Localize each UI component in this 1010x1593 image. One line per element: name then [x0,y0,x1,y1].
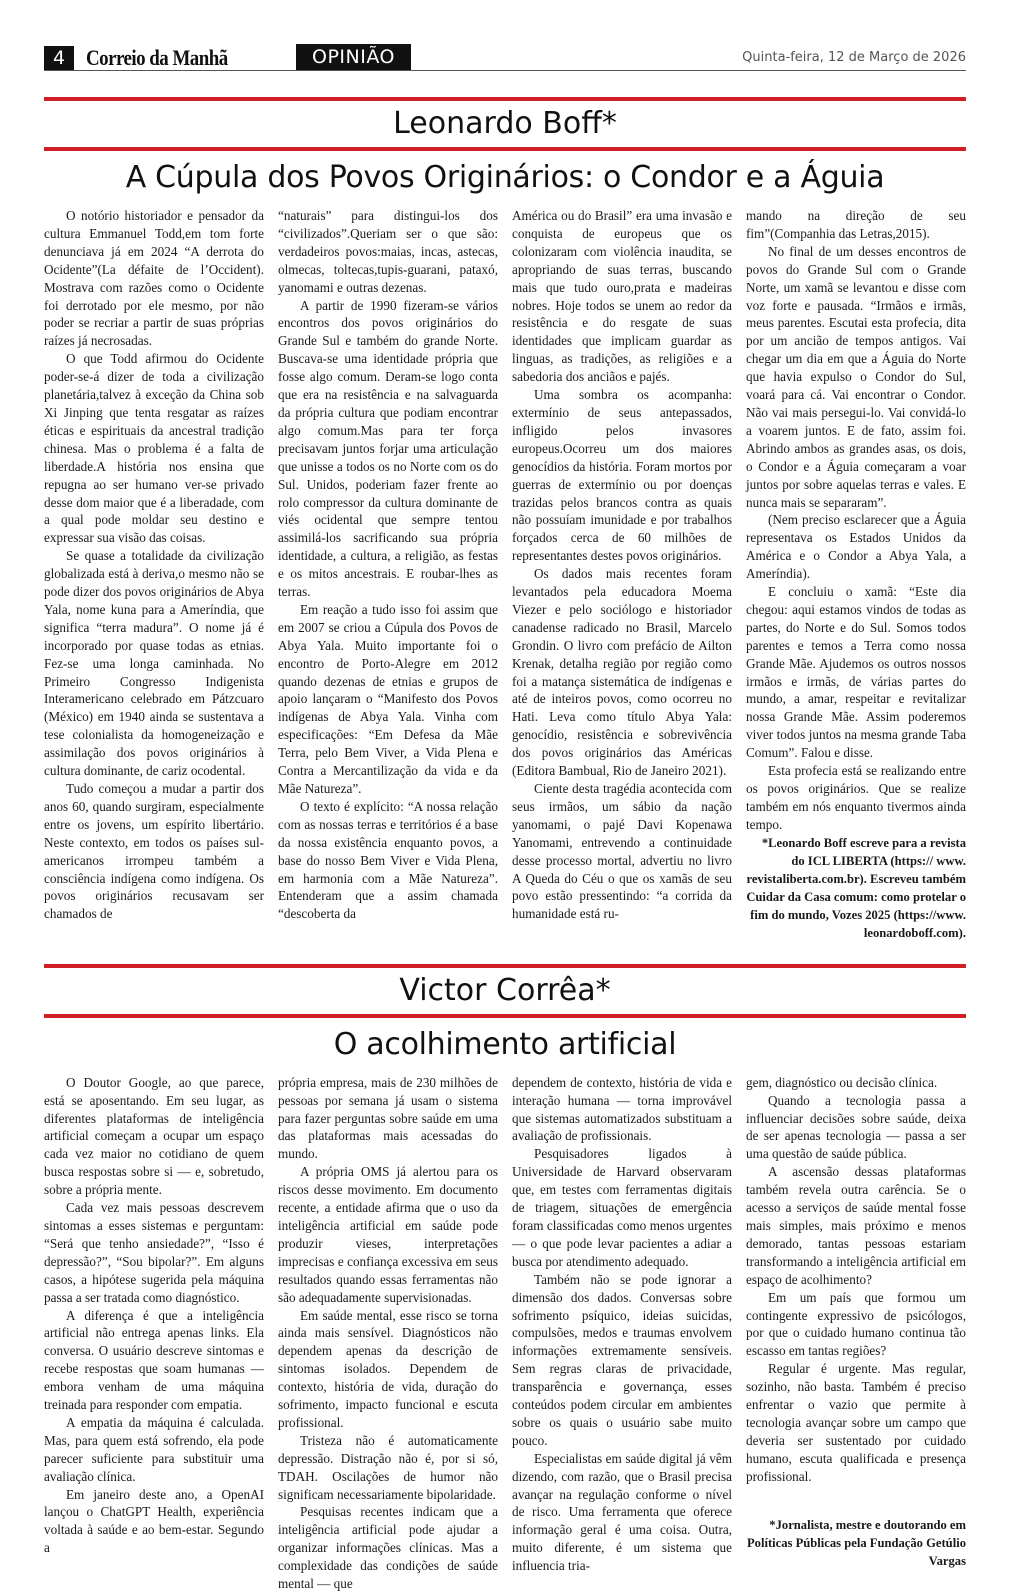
section-tag: OPINIÃO [296,44,411,70]
paragraph: E concluiu o xamã: “Este dia chegou: aqui estamos vindos de todas as partes, do Norte e do Sul. Somos todos parentes e temos a Terra como nossa Grande Mãe. Ajudemos os outros nossos irmãos e irmãs, de várias partes do mundo, a amar, respeitar e revitalizar nossa Grande Mãe. Assim poderemos viver todos juntos na mesma grande Taba Comum”. Falou e disse. [746,584,966,761]
paragraph: Uma sombra os acompanha: extermínio de seus antepassados, infligido pelos invasores europeus.Ocorreu um dos maiores genocídios da história. Foram mortos por guerras de extermínio ou por doenças trazidas pelos brancos contra as quais não possuíam imunidade e por trabalhos forçados cerca de 60 milhões de representantes destes povos originários. [512,387,732,564]
article-body [44,207,966,942]
paragraph: dependem de contexto, história de vida e interação humana — torna improvável que sistemas automatizados substituam a avaliação de profissionais. [512,1074,732,1144]
paragraph: Se quase a totalidade da civilização globalizada está à deriva,o mesmo não se pode dizer dos povos originários de Abya Yala, nome kuna para a Ameríndia, que significa “terra madura”. O nome já é incorporado por quase todas as etnias. Fez-se uma longa caminhada. No Primeiro Congresso Indigenista Interamericano celebrado em Pátzcuaro (México) em 1940 ainda se sustentava a tese colonialista da homogeneização e assimilação dos povos originários à cultura dominante, de cariz ocodental. [44,548,264,779]
text-column [278,1074,498,1593]
newspaper-page [44,44,966,1593]
text-column [512,1074,732,1593]
paragraph: Tristeza não é automaticamente depressão. Distração não é, por si só, TDAH. Oscilações de humor não significam necessariamente bipolaridade. [278,1432,498,1502]
text-column [746,207,966,942]
paragraph: Em reação a tudo isso foi assim que em 2007 se criou a Cúpula dos Povos de Abya Yala. Muito importante foi o encontro de Porto-Alegre em 2012 quando dezenas de etnias e grupos de apoio lançaram o “Manifesto dos Povos indígenas de Abya Yala. Vinha com especificações: “Em Defesa da Mãe Terra, pelo Bem Viver, a Vida Plena e Contra a Mercantilização da vida e da Mãe Natureza”. [278,601,498,796]
masthead [44,44,966,71]
paragraph: Regular é urgente. Mas regular, sozinho, não basta. Também é preciso enfrentar o vazio que permite à tecnologia avançar sobre um campo que deveria ser sustentado por cuidado humano, escuta qualificada e presença profissional. [746,1361,966,1484]
paragraph: (Nem preciso esclarecer que a Águia representava os Estados Unidos da América e o Condor a Abya Yala, a Ameríndia). [746,512,966,582]
paragraph: gem, diagnóstico ou decisão clínica. [746,1074,938,1090]
headline: A Cúpula dos Povos Originários: o Condor e a Águia [125,160,885,195]
text-column [278,207,498,942]
paragraph: A diferença é que a inteligência artificial não entrega apenas links. Ela conversa. O usuário descreve sintomas e recebe respostas que soam humanas — embora venham de uma máquina treinada para responder com empatia. [44,1307,264,1413]
text-column [746,1074,966,1593]
paragraph: A própria OMS já alertou para os riscos desse movimento. Em documento recente, a entidade afirma que o uso da inteligência artificial em saúde pode produzir vieses, interpretações imprecisas e confiança excessiva em seus resultados quando essas ferramentas não são adequadamente supervisionadas. [278,1164,498,1305]
paragraph: No final de um desses encontros de povos do Grande Sul com o Grande Norte, um xamã se levantou e disse com voz forte e pausada. “Irmãos e irmãs, meus parentes. Escutai esta profecia, dita por um ancião de tempos antigos. Vai chegar um dia em que a Águia do Norte que havia expulso o Condor do Sul, voará para cá. Vai encontrar o Condor. Não vai mais persegui-lo. Vai convidá-lo a voarem juntos. E de fato, assim foi. Abrindo ambos as grandes asas, os dois, o Condor e a Águia começaram a voar juntos por sobre aquelas terras e vales. E nunca mais se separaram”. [746,243,966,510]
paragraph: Pesquisadores ligados à Universidade de Harvard observaram que, em testes com ferramentas digitais de triagem, situações de emergência foram classificadas como menos urgentes — o que pode levar pacientes a adiar a busca por atendimento adequado. [512,1146,732,1269]
headline: O acolhimento artificial [333,1026,677,1062]
paragraph: Em janeiro deste ano, a OpenAI lançou o ChatGPT Health, experiência voltada à saúde e ao bem-estar. Segundo a [44,1486,264,1556]
author-note: *Leonardo Boff escreve para a revista do ICL LIBERTA (https:// www. revistaliberta.com.br). Escreveu também Cuidar da Casa comum: como protelar o fim do mundo, Vozes 2025 (https://www. leonardoboff.com). [746,835,966,940]
paragraph: A empatia da máquina é calculada. Mas, para quem está sofrendo, ela pode parecer suficiente para substituir uma avaliação clínica. [44,1414,264,1484]
paragraph: “naturais” para distingui-los dos “civilizados”.Queriam ser o que são: verdadeiros povos:maias, incas, astecas, olmecas, toltecas,tupis-guarani, pataxó, yanomami e outras dezenas. [278,208,498,295]
paragraph: Esta profecia está se realizando entre os povos originários. Que se realize também em nós enquanto tivermos ainda tempo. [746,763,966,832]
author-note: *Jornalista, mestre e doutorando em Políticas Públicas pela Fundação Getúlio Vargas [746,1517,966,1568]
page-number: 4 [44,46,74,70]
paragraph: Especialistas em saúde digital já vêm dizendo, com razão, que o Brasil precisa avançar na regulação conforme o nível de risco. Uma ferramenta que oferece informação geral é uma coisa. Outra, muito diferente, é um sistema que influencia tria- [512,1450,732,1574]
paper-name: Correio da Manhã [86,45,228,70]
text-column [44,1074,264,1593]
author-name: Victor Corrêa* [399,972,611,1008]
article-body [44,1074,966,1593]
article-header [44,97,966,201]
paragraph: O Doutor Google, ao que parece, está se aposentando. Em seu lugar, as diferentes plataformas de inteligência artificial começam a ocupar um espaço cada vez maior no cotidiano de quem busca respostas sobre si — e, sobretudo, sobre a própria mente. [44,1074,264,1198]
paragraph: Pesquisas recentes indicam que a inteligência artificial pode ajudar a organizar informações clínicas. Mas a complexidade das condições de saúde mental — que [278,1504,498,1592]
issue-date: Quinta-feira, 12 de Março de 2026 [742,50,966,65]
paragraph: Ciente desta tragédia acontecida com seus irmãos, um sábio da nação yanomami, o pajé Davi Kopenawa Yanomami, entrevendo a continuidade desse processo mortal, advertiu no livro A Queda do Céu o que os xamãs de seu povo estão pressentindo: “a corrida da humanidade está ru- [512,781,732,922]
paragraph: O notório historiador e pensador da cultura Emmanuel Todd,em tom forte denunciava já em 2024 “A derrota do Ocidente”(La défaite de l’Occident). Mostrava com razões como o Ocidente foi derrotado por ele mesmo, por não poder se recriar a partir de suas próprias raízes já necrosadas. [44,208,264,349]
paragraph: A ascensão dessas plataformas também revela outra carência. Se o acesso a serviços de saúde mental fosse mais simples, mais próximo e menos demorado, tantas pessoas estariam transformando a inteligência artificial em espaço de acolhimento? [746,1164,966,1287]
paragraph: própria empresa, mais de 230 milhões de pessoas por semana já usam o sistema para fazer perguntas sobre saúde em uma das plataformas mais acessadas do mundo. [278,1074,498,1162]
paragraph: Em um país que formou um contingente expressivo de psicólogos, por que o cuidado humano continua tão escasso em tantas regiões? [746,1289,966,1359]
paragraph: A partir de 1990 fizeram-se vários encontros dos povos originários do Grande Sul e também do grande Norte. Buscava-se uma identidade própria que fosse algo comum. Deram-se logo conta que era na resistência e na salvaguarda da própria cultura que podiam encontrar algo comum.Mas para ter força precisavam juntos forjar uma articulação que unisse a todos os no Norte com os do Sul. Unidos, poderiam fazer frente ao rolo compressor da cultura dominante de viés ocidental que sempre tentou assimilá-los sacrificando sua própria identidade, a cultura, a religião, as festas e os mitos ancestrais. E roubar-lhes as terras. [278,297,498,600]
text-column [44,207,264,942]
paragraph: Os dados mais recentes foram levantados pela educadora Moema Viezer e pelo sociólogo e historiador canadense radicado no Brasil, Marcelo Grondin. O livro com prefácio de Ailton Krenak, detalha região por região como foi a matança sistemática de indígenas e até de inteiros povos, como ocorreu no Hati. Leva como título Abya Yala: genocídio, resistência e sobrevivência dos povos originários das Américas (Editora Bambual, Rio de Janeiro 2021). [512,566,732,779]
paragraph: O que Todd afirmou do Ocidente poder-se-á dizer de toda a civilização planetária,talvez à exceção da China sob Xi Jinping que tenta resgatar as raízes éticas e espirituais da ancestral tradição chinesa. Mas o problema é a falta de liberdade.A história nos ensina que repugna ao ser humano ver-se privado desse dom maior que é a liberadade, com a qual pode moldar seu destino e expressar sua visão das coisas. [44,351,264,546]
paragraph: América ou do Brasil” era uma invasão e conquista de europeus que os colonizaram com violência inaudita, se apropriando de suas terras, buscando mais que tudo ouro,prata e madeiras nobres. Hoje todos se unem ao redor da resistência e do resgate de suas identidades que implicam guardar as linguas, as tradições, as religiões e a sabedoria dos anciãos e pajés. [512,208,732,385]
paragraph: Em saúde mental, esse risco se torna ainda mais sensível. Diagnósticos não dependem apenas da descrição de sintomas isolados. Dependem de contexto, história de vida, duração do sofrimento, impacto funcional e escuta profissional. [278,1307,498,1430]
author-name: Leonardo Boff* [393,106,617,141]
text-column [512,207,732,942]
paragraph: Quando a tecnologia passa a influenciar decisões sobre saúde, deixa de ser apenas tecnologia — passa a ser uma questão de saúde pública. [746,1092,966,1162]
paragraph: Tudo começou a mudar a partir dos anos 60, quando surgiram, especialmente entre os jovens, um espírito libertário. Neste contexto, em todos os países sul-americanos irrompeu também a consciência indígena como indígena. Os povos originários recusavam ser chamados de [44,781,264,922]
paragraph: mando na direção de seu fim”(Companhia das Letras,2015). [746,208,966,241]
paragraph: Cada vez mais pessoas descrevem sintomas a esses sistemas e perguntam: “Será que tenho ansiedade?”, “Isso é depressão?”, “Sou bipolar?”. Em alguns casos, a hipótese sugerida pela máquina passa a ser tratada como diagnóstico. [44,1200,264,1305]
article-header [44,964,966,1068]
paragraph: Também não se pode ignorar a dimensão dos dados. Conversas sobre sofrimento psíquico, ideias suicidas, compulsões, medos e traumas envolvem informações extremamente sensíveis. Sem regras claras de privacidade, transparência e governança, esses conteúdos podem circular em ambientes sobre os quais o usuário sabe muito pouco. [512,1271,732,1448]
paragraph: O texto é explícito: “A nossa relação com as nossas terras e territórios é a base da nossa existência enquanto povos, a base do nosso Bem Viver e Vida Plena, em harmonia com a Mãe Natureza”. Entenderam que a assim chamada “descoberta da [278,798,498,922]
